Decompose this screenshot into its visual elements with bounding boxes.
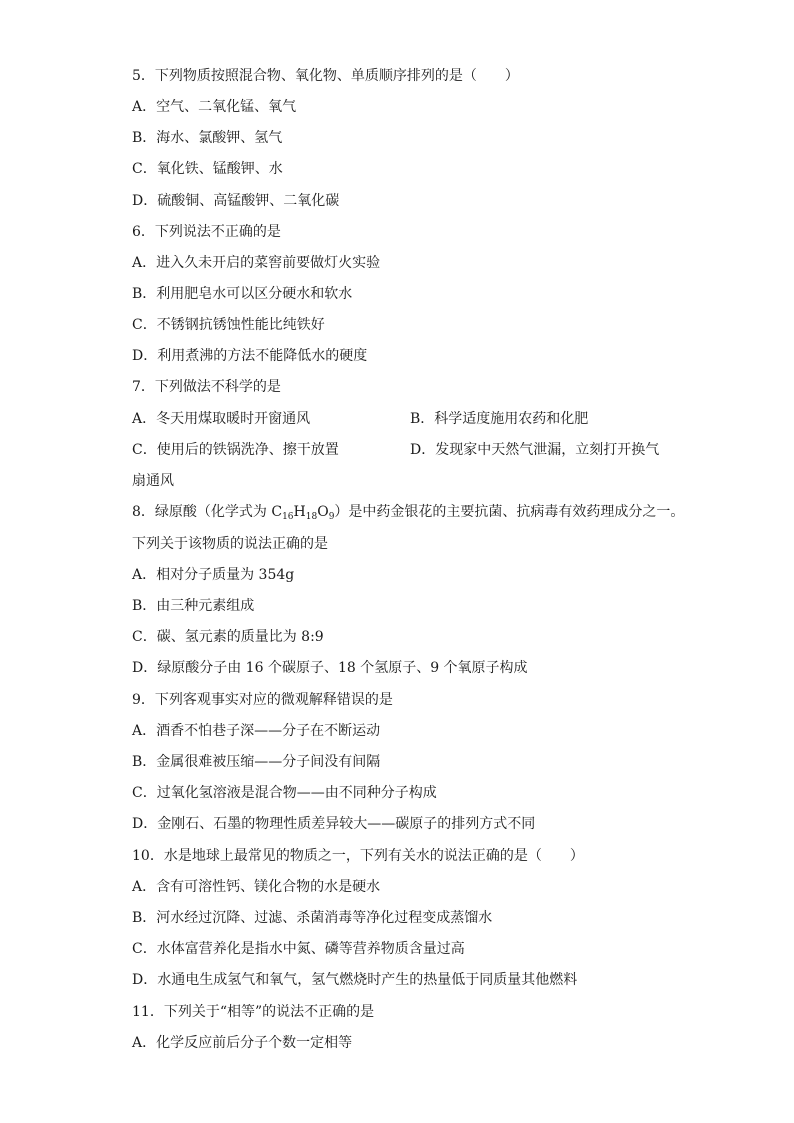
q5-option-b: B．海水、氯酸钾、氢气: [132, 130, 283, 146]
q5-option-c: C．氧化铁、锰酸钾、水: [132, 161, 283, 177]
q10-option-a: A．含有可溶性钙、镁化合物的水是硬水: [132, 879, 381, 895]
q7-option-d: D．发现家中天然气泄漏，立刻打开换气: [410, 442, 660, 458]
q10-option-c: C．水体富营养化是指水中氮、磷等营养物质含量过高: [132, 941, 465, 957]
q8-hydrogen-symbol: H: [293, 504, 306, 520]
q5-option-d: D．硫酸铜、高锰酸钾、二氧化碳: [132, 193, 340, 209]
q8-option-c: C．碳、氢元素的质量比为 8:9: [132, 629, 324, 645]
q10-stem: 10．水是地球上最常见的物质之一，下列有关水的说法正确的是（ ）: [132, 848, 584, 864]
q7-option-a: A．冬天用煤取暖时开窗通风: [132, 411, 311, 427]
q9-option-b: B．金属很难被压缩——分子间没有间隔: [132, 754, 381, 770]
q8-carbon-subscript: 16: [282, 512, 294, 522]
q6-option-c: C．不锈钢抗锈蚀性能比纯铁好: [132, 317, 325, 333]
q9-stem: 9．下列客观事实对应的微观解释错误的是: [132, 692, 393, 708]
q5-stem: 5．下列物质按照混合物、氧化物、单质顺序排列的是（ ）: [132, 68, 519, 84]
q6-option-b: B．利用肥皂水可以区分硬水和软水: [132, 286, 353, 302]
q8-stem-line2: 下列关于该物质的说法正确的是: [132, 536, 328, 552]
q8-option-d: D．绿原酸分子由 16 个碳原子、18 个氢原子、9 个氧原子构成: [132, 660, 528, 676]
q11-stem: 11．下列关于“相等”的说法不正确的是: [132, 1004, 375, 1020]
q7-option-d-continued: 扇通风: [132, 473, 174, 489]
q8-hydrogen-subscript: 18: [305, 512, 318, 522]
q8-stem-pre: 8．绿原酸（化学式为 C: [132, 504, 283, 520]
q9-option-d: D．金刚石、石墨的物理性质差异较大——碳原子的排列方式不同: [132, 816, 536, 832]
q6-option-a: A．进入久未开启的菜窖前要做灯火实验: [132, 255, 381, 271]
q8-option-a: A．相对分子质量为 354g: [132, 567, 295, 583]
q7-stem: 7．下列做法不科学的是: [132, 379, 281, 395]
q7-option-c: C．使用后的铁锅洗净、擦干放置: [132, 442, 339, 458]
q8-stem: [132, 502, 684, 522]
q10-option-b: B．河水经过沉降、过滤、杀菌消毒等净化过程变成蒸馏水: [132, 910, 493, 926]
q7-option-b: B．科学适度施用农药和化肥: [410, 411, 589, 427]
q10-option-d: D．水通电生成氢气和氧气，氢气燃烧时产生的热量低于同质量其他燃料: [132, 972, 578, 988]
q8-oxygen-subscript: 9: [328, 512, 335, 522]
q9-option-c: C．过氧化氢溶液是混合物——由不同种分子构成: [132, 785, 437, 801]
q5-option-a: A．空气、二氧化锰、氧气: [132, 99, 297, 115]
q6-option-d: D．利用煮沸的方法不能降低水的硬度: [132, 348, 368, 364]
q8-oxygen-symbol: O: [317, 504, 329, 520]
q8-option-b: B．由三种元素组成: [132, 598, 255, 614]
q8-stem-post: ）是中药金银花的主要抗菌、抗病毒有效药理成分之一。: [334, 504, 685, 520]
q11-option-a: A．化学反应前后分子个数一定相等: [132, 1035, 353, 1051]
q6-stem: 6．下列说法不正确的是: [132, 224, 281, 240]
q9-option-a: A．酒香不怕巷子深——分子在不断运动: [132, 723, 381, 739]
